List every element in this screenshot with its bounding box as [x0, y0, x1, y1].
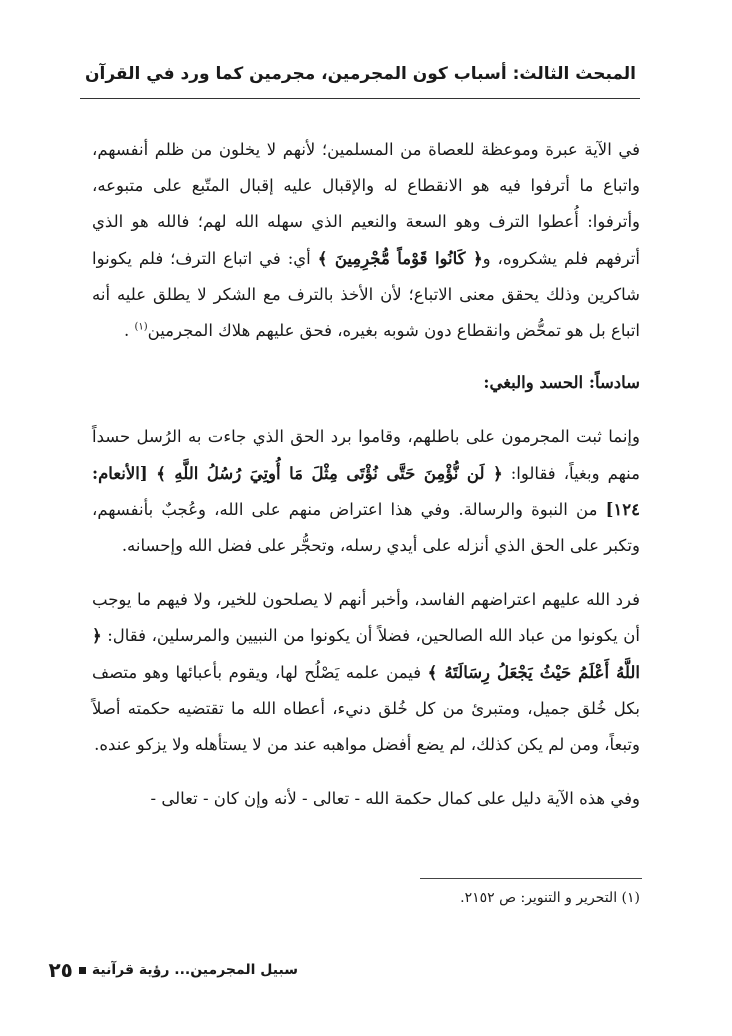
section-heading: سادساً: الحسد والبغي:	[483, 373, 640, 393]
quran-verse-3: ﴿ اللَّهُ أَعْلَمُ حَيْثُ يَجْعَلُ رِسَالَتَهُ ﴾	[92, 626, 641, 682]
footnote-reference[interactable]: (١)	[134, 321, 148, 333]
paragraph-2-text: وإنما ثبت المجرمون على باطلهم، وقاموا برد الحق الذي جاءت به الرُسل حسداً منهم وبغياً، فقالوا:	[92, 427, 641, 483]
paragraph-1-text: في الآية عبرة وموعظة للعصاة من المسلمين؛ لأنهم لا يخلون من ظلم أنفسهم، واتباع ما أترفوا فيه هو الانقطاع له والإقبال عليه إقبال المتّبع على متبوعه، وأترفوا: أُعطوا الترف وهو السعة والنعيم الذي سهله الله لهم؛ فالله هو الذي أترفهم فلم يشكروه، و	[92, 140, 640, 268]
square-bullet-icon	[79, 967, 86, 974]
paragraph-1-tail: أي: في اتباع الترف؛ فلم يكونوا شاكرين وذلك يحقق معنى الاتباع؛ لأن الأخذ بالترف مع الشكر لا يطلق عليه أنه اتباع بل هو تمحُّض وانقطاع دون شوبه بغيره، فحق عليهم هلاك المجرمين	[92, 248, 640, 341]
paragraph-3-tail: فيمن علمه يَصْلُح لها، ويقوم بأعبائها وهو متصف بكل خُلق جميل، ومتبرئ من كل خُلق دنيء، أعطاه الله ما تقتضيه حكمته أصلاً وتبعاً، ومن لم يكن كذلك، لم يضع أفضل مواهبه عند من لا يستأهله ولا يزكو عنده.	[92, 662, 640, 755]
paragraph-1-end: .	[123, 321, 135, 341]
paragraph-3-text: فرد الله عليهم اعتراضهم الفاسد، وأخبر أنهم لا يصلحون للخير، ولا فيهم ما يوجب أن يكونوا من عباد الله الصالحين، فضلاً أن يكونوا من النبيين والمرسلين، فقال:	[92, 590, 640, 646]
running-footer	[48, 958, 298, 982]
paragraph-3	[92, 582, 640, 763]
footnote-rule	[420, 878, 642, 879]
verse-reference: [الأنعام: ١٢٤]	[92, 463, 640, 519]
paragraph-4: وفي هذه الآية دليل على كمال حكمة الله - تعالى - لأنه وإن كان - تعالى -	[150, 789, 640, 809]
quran-verse-1: ﴿ كَانُوا قَوْماً مُّجْرِمِينَ ﴾	[317, 248, 483, 268]
body-text	[92, 132, 640, 817]
page-number: ٢٥	[48, 958, 73, 982]
paragraph-2	[92, 419, 640, 564]
footnote: (١) التحرير و التنوير: ص ٢١٥٢.	[460, 890, 640, 906]
running-header: المبحث الثالث: أسباب كون المجرمين، مجرمين كما ورد في القرآن	[85, 64, 636, 84]
header-rule	[80, 98, 640, 99]
quran-verse-2: ﴿ لَن نُّؤْمِنَ حَتَّى نُؤْتَى مِثْلَ مَا أُوتِيَ رُسُلُ اللَّهِ ﴾	[156, 463, 503, 483]
book-title: سبيل المجرمين... رؤية قرآنية	[91, 962, 298, 978]
paragraph-2-tail: من النبوة والرسالة. وفي هذا اعتراض منهم على الله، وعُجبٌ بأنفسهم، وتكبر على الحق الذي أنزله على أيدي رسله، وتحجُّر على فضل الله وإحسانه.	[92, 499, 640, 556]
paragraph-1	[92, 132, 640, 349]
